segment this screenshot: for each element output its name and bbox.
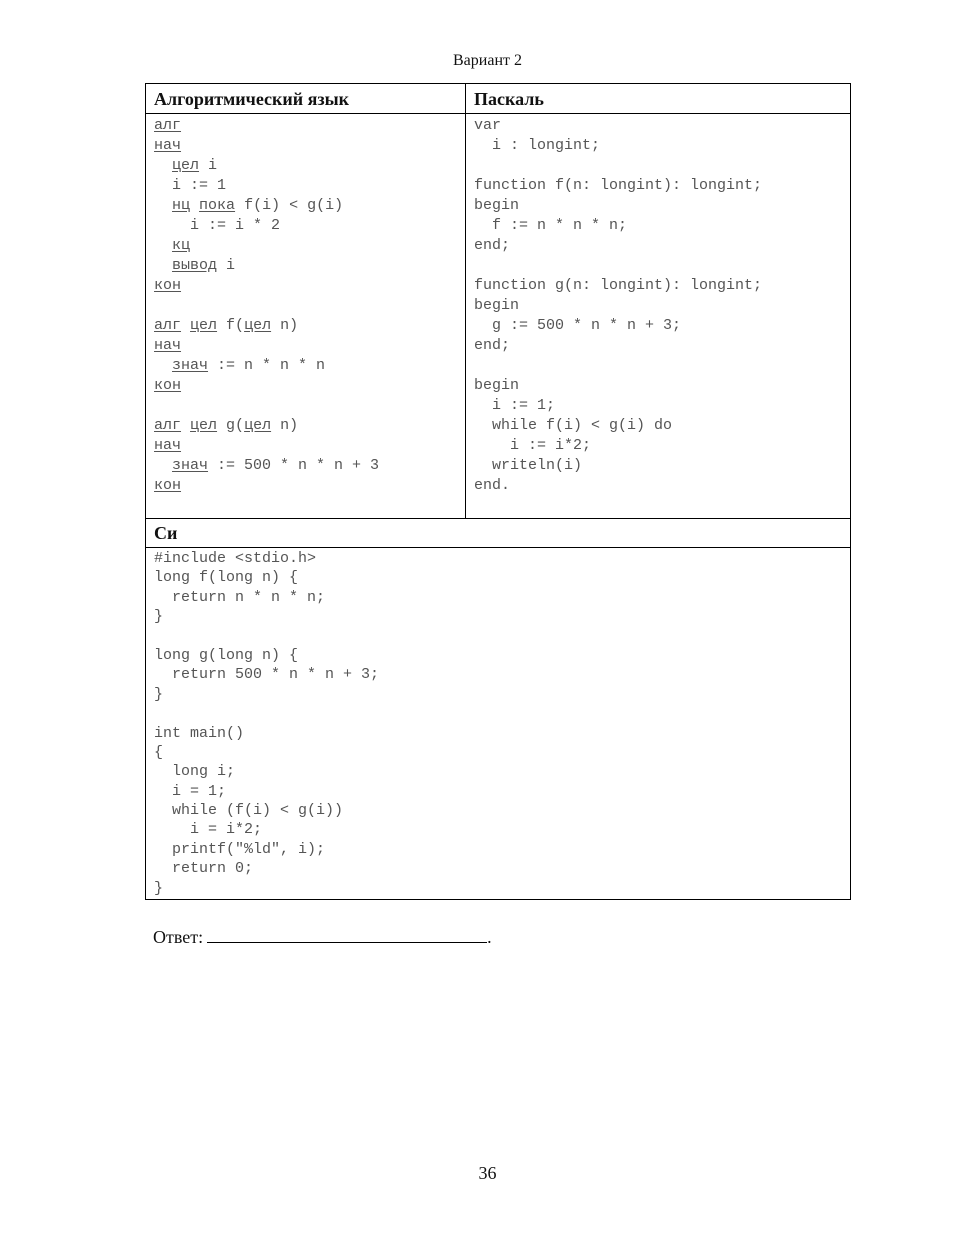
answer-row — [153, 926, 492, 948]
algo-code-text: f( — [217, 317, 245, 334]
pascal-code-line: while f(i) < g(i) do — [474, 417, 673, 434]
algo-keyword: цел — [190, 417, 218, 434]
code-table — [145, 83, 851, 900]
algo-code-text — [154, 457, 172, 474]
c-code-line — [154, 704, 379, 723]
c-section-divider — [146, 518, 850, 519]
algo-code-text: := 500 * n * n + 3 — [208, 457, 380, 474]
algo-code-text — [154, 157, 172, 174]
algo-keyword: кон — [154, 477, 182, 494]
pascal-code-line — [474, 256, 762, 276]
algo-keyword: кц — [172, 237, 191, 254]
column-divider — [465, 84, 466, 518]
algo-code-line — [154, 436, 379, 456]
c-code-line: } — [154, 685, 164, 703]
algo-code-line — [154, 376, 379, 396]
algo-keyword: цел — [244, 417, 272, 434]
pascal-code-line — [474, 156, 762, 176]
pascal-code-line: f := n * n * n; — [474, 217, 628, 234]
pascal-code-line: end; — [474, 237, 511, 254]
algo-code-line — [154, 296, 379, 316]
pascal-code-line: end. — [474, 477, 511, 494]
algo-code-block — [154, 116, 379, 496]
algo-keyword: алг — [154, 417, 182, 434]
answer-label: Ответ: — [153, 927, 204, 947]
algo-keyword: цел — [172, 157, 200, 174]
pascal-code-line: var — [474, 117, 502, 134]
pascal-code-line: i : longint; — [474, 137, 601, 154]
algo-code-text — [154, 257, 172, 274]
c-code-block — [154, 549, 379, 898]
algo-code-text — [154, 237, 172, 254]
algo-code-text — [190, 197, 199, 214]
algo-code-line — [154, 136, 379, 156]
algo-keyword: нач — [154, 337, 182, 354]
algo-code-line — [154, 456, 379, 476]
algo-code-line — [154, 276, 379, 296]
c-header-divider — [146, 547, 850, 548]
algo-code-text — [154, 197, 172, 214]
algo-keyword: цел — [190, 317, 218, 334]
answer-end-mark: . — [487, 927, 492, 947]
algo-code-line — [154, 156, 379, 176]
pascal-header: Паскаль — [474, 89, 544, 109]
algo-keyword: вывод — [172, 257, 218, 274]
pascal-code-line: begin — [474, 377, 520, 394]
algo-code-text: n) — [271, 317, 299, 334]
c-code-line: printf("%ld", i); — [154, 840, 326, 858]
pascal-code-line: g := 500 * n * n + 3; — [474, 317, 682, 334]
c-code-line: int main() — [154, 724, 245, 742]
c-header: Си — [154, 523, 178, 543]
c-code-line: { — [154, 743, 164, 761]
algo-code-line — [154, 316, 379, 336]
c-code-line: return n * n * n; — [154, 588, 326, 606]
algo-code-text: := n * n * n — [208, 357, 326, 374]
pascal-code-line: i := i*2; — [474, 437, 592, 454]
algo-code-line — [154, 396, 379, 416]
algo-code-line — [154, 216, 379, 236]
pascal-code-line: i := 1; — [474, 397, 556, 414]
algo-keyword: нц — [172, 197, 191, 214]
algo-code-text: i := i * 2 — [154, 217, 281, 234]
algo-code-line — [154, 416, 379, 436]
variant-title: Вариант 2 — [453, 52, 522, 69]
algo-code-line — [154, 236, 379, 256]
c-code-line: #include <stdio.h> — [154, 550, 317, 567]
algo-code-text: g( — [217, 417, 245, 434]
algo-code-line — [154, 116, 379, 136]
algo-code-text — [154, 357, 172, 374]
header-divider — [146, 113, 850, 114]
algo-code-line — [154, 336, 379, 356]
pascal-code-block — [474, 116, 762, 496]
algo-keyword: цел — [244, 317, 272, 334]
algo-code-line — [154, 356, 379, 376]
c-code-line: } — [154, 879, 164, 897]
algo-code-line — [154, 476, 379, 496]
algo-code-line — [154, 256, 379, 276]
c-code-line: long g(long n) { — [154, 646, 299, 664]
pascal-code-line: writeln(i) — [474, 457, 583, 474]
c-code-line: long i; — [154, 763, 236, 781]
pascal-code-line: begin — [474, 197, 520, 214]
c-code-line: long f(long n) { — [154, 569, 299, 587]
pascal-code-line — [474, 356, 762, 376]
pascal-code-line: begin — [474, 297, 520, 314]
algo-code-text: f(i) < g(i) — [235, 197, 344, 214]
algo-keyword: нач — [154, 137, 182, 154]
algo-keyword: нач — [154, 437, 182, 454]
c-code-line: return 0; — [154, 860, 254, 878]
algo-keyword: алг — [154, 117, 182, 134]
algo-code-text: i := 1 — [154, 177, 227, 194]
algo-code-text — [181, 317, 190, 334]
page-number: 36 — [478, 1163, 497, 1183]
algo-keyword: кон — [154, 377, 182, 394]
c-code-line: i = i*2; — [154, 821, 263, 839]
c-code-line — [154, 627, 379, 646]
c-code-line: while (f(i) < g(i)) — [154, 802, 344, 820]
answer-input-line[interactable] — [207, 926, 487, 943]
pascal-code-line: end; — [474, 337, 511, 354]
algo-code-text: i — [199, 157, 218, 174]
pascal-code-line: function g(n: longint): longint; — [474, 277, 763, 294]
algo-code-text — [181, 417, 190, 434]
algo-header: Алгоритмический язык — [154, 89, 350, 109]
algo-keyword: алг — [154, 317, 182, 334]
algo-keyword: знач — [172, 457, 209, 474]
algo-code-line — [154, 196, 379, 216]
algo-code-text: i — [217, 257, 236, 274]
c-code-line: return 500 * n * n + 3; — [154, 666, 380, 684]
c-code-line: } — [154, 608, 164, 626]
pascal-code-line: function f(n: longint): longint; — [474, 177, 763, 194]
algo-keyword: кон — [154, 277, 182, 294]
c-code-line: i = 1; — [154, 782, 227, 800]
algo-code-text: n) — [271, 417, 299, 434]
algo-keyword: пока — [199, 197, 236, 214]
algo-keyword: знач — [172, 357, 209, 374]
algo-code-line — [154, 176, 379, 196]
